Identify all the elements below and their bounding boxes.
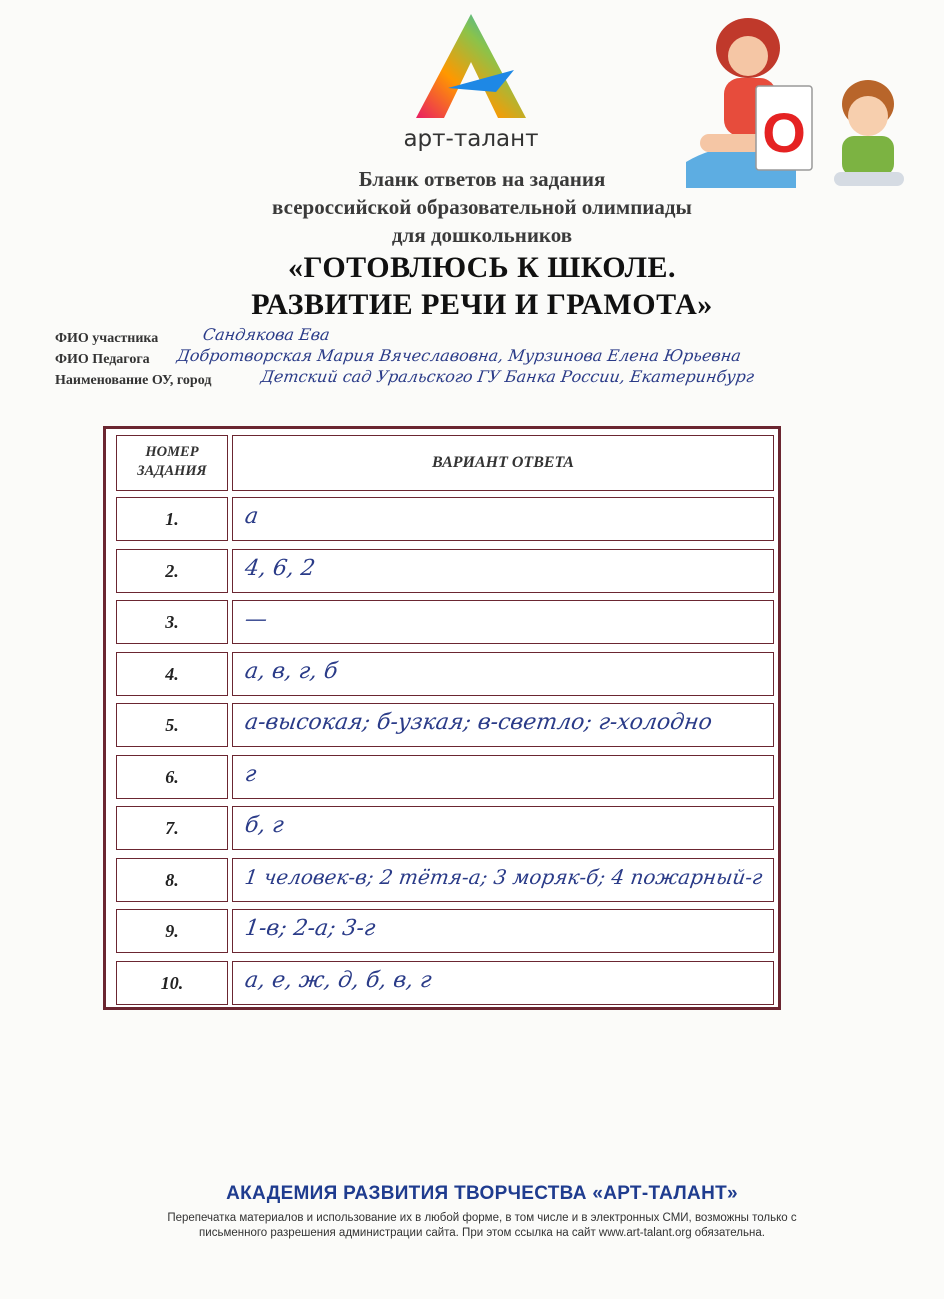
answer-cell [232, 858, 774, 902]
header-line-3: для дошкольников [391, 223, 573, 247]
answers-table [103, 426, 781, 1010]
task-number: 5. [165, 714, 179, 735]
answer-cell [232, 549, 774, 593]
answer-cell [232, 755, 774, 799]
answer-cell [232, 497, 774, 541]
participant-label: ФИО участника [55, 331, 159, 346]
task-number-cell [116, 755, 228, 799]
task-number-cell [116, 961, 228, 1005]
task-number: 6. [165, 766, 179, 787]
task-number-cell [116, 806, 228, 850]
task-number: 10. [160, 972, 184, 993]
card-letter: О [762, 101, 806, 164]
logo-a-icon [396, 10, 546, 125]
header-line-2: всероссийской образовательной олимпиады [272, 195, 692, 219]
form-header [0, 165, 944, 323]
column-header-answer: ВАРИАНТ ОТВЕТА [232, 435, 774, 491]
handwritten-answer: 1 человек-в; 2 тётя-а; 3 моряк-б; 4 пожарный-г [243, 865, 765, 889]
task-number-cell [116, 549, 228, 593]
handwritten-answer: — [243, 607, 269, 632]
footer-copyright-line-1: Перепечатка материалов и использование их в любой форме, в том числе и в электронных СМИ, возможны только с [167, 1212, 797, 1224]
task-number: 9. [165, 920, 179, 941]
task-number-cell [116, 600, 228, 644]
task-number: 8. [165, 869, 179, 890]
olympiad-title-2: РАЗВИТИЕ РЕЧИ И ГРАМОТА» [251, 288, 713, 321]
answer-cell [232, 806, 774, 850]
participant-info [55, 325, 935, 391]
brand-name: арт-талант [403, 126, 539, 152]
teacher-value: Добротворская Мария Вячеславовна, Мурзинова Елена Юрьевна [175, 346, 743, 365]
task-number-cell [116, 652, 228, 696]
handwritten-answer: 1-в; 2-а; 3-г [243, 916, 377, 941]
handwritten-answer: а, в, г, б [243, 659, 340, 684]
footer [0, 1183, 944, 1241]
task-number: 7. [165, 817, 179, 838]
answer-cell [232, 600, 774, 644]
answer-cell [232, 652, 774, 696]
olympiad-title-1: «ГОТОВЛЮСЬ К ШКОЛЕ. [287, 251, 677, 284]
task-number-cell [116, 858, 228, 902]
organization-row [55, 367, 935, 391]
handwritten-answer: 4, 6, 2 [243, 556, 317, 581]
handwritten-answer: б, г [243, 813, 286, 838]
task-number-cell [116, 909, 228, 953]
task-number: 2. [165, 560, 179, 581]
column-header-number: НОМЕР ЗАДАНИЯ [116, 435, 228, 491]
organization-value: Детский сад Уральского ГУ Банка России, Екатеринбург [259, 367, 756, 386]
handwritten-answer: а-высокая; б-узкая; в-светло; г-холодно [243, 710, 714, 735]
handwritten-answer: а [243, 504, 260, 529]
task-number-cell [116, 497, 228, 541]
task-number: 4. [165, 663, 179, 684]
task-number-cell [116, 703, 228, 747]
teacher-label: ФИО Педагога [55, 352, 150, 367]
header-line-1: Бланк ответов на задания [358, 167, 606, 191]
footer-copyright-line-2: письменного разрешения администрации сайта. При этом ссылка на сайт www.art-talant.org обязательна. [199, 1227, 765, 1239]
organization-label: Наименование ОУ, город [55, 373, 212, 388]
task-number: 1. [165, 508, 179, 529]
handwritten-answer: а, е, ж, д, б, в, г [243, 968, 434, 993]
art-talant-logo [396, 10, 546, 160]
answer-cell [232, 909, 774, 953]
answer-cell [232, 703, 774, 747]
footer-title: АКАДЕМИЯ РАЗВИТИЯ ТВОРЧЕСТВА «АРТ-ТАЛАНТ» [226, 1183, 738, 1204]
answer-cell [232, 961, 774, 1005]
task-number: 3. [165, 611, 179, 632]
participant-value: Сандякова Ева [201, 325, 332, 344]
handwritten-answer: г [243, 762, 258, 787]
